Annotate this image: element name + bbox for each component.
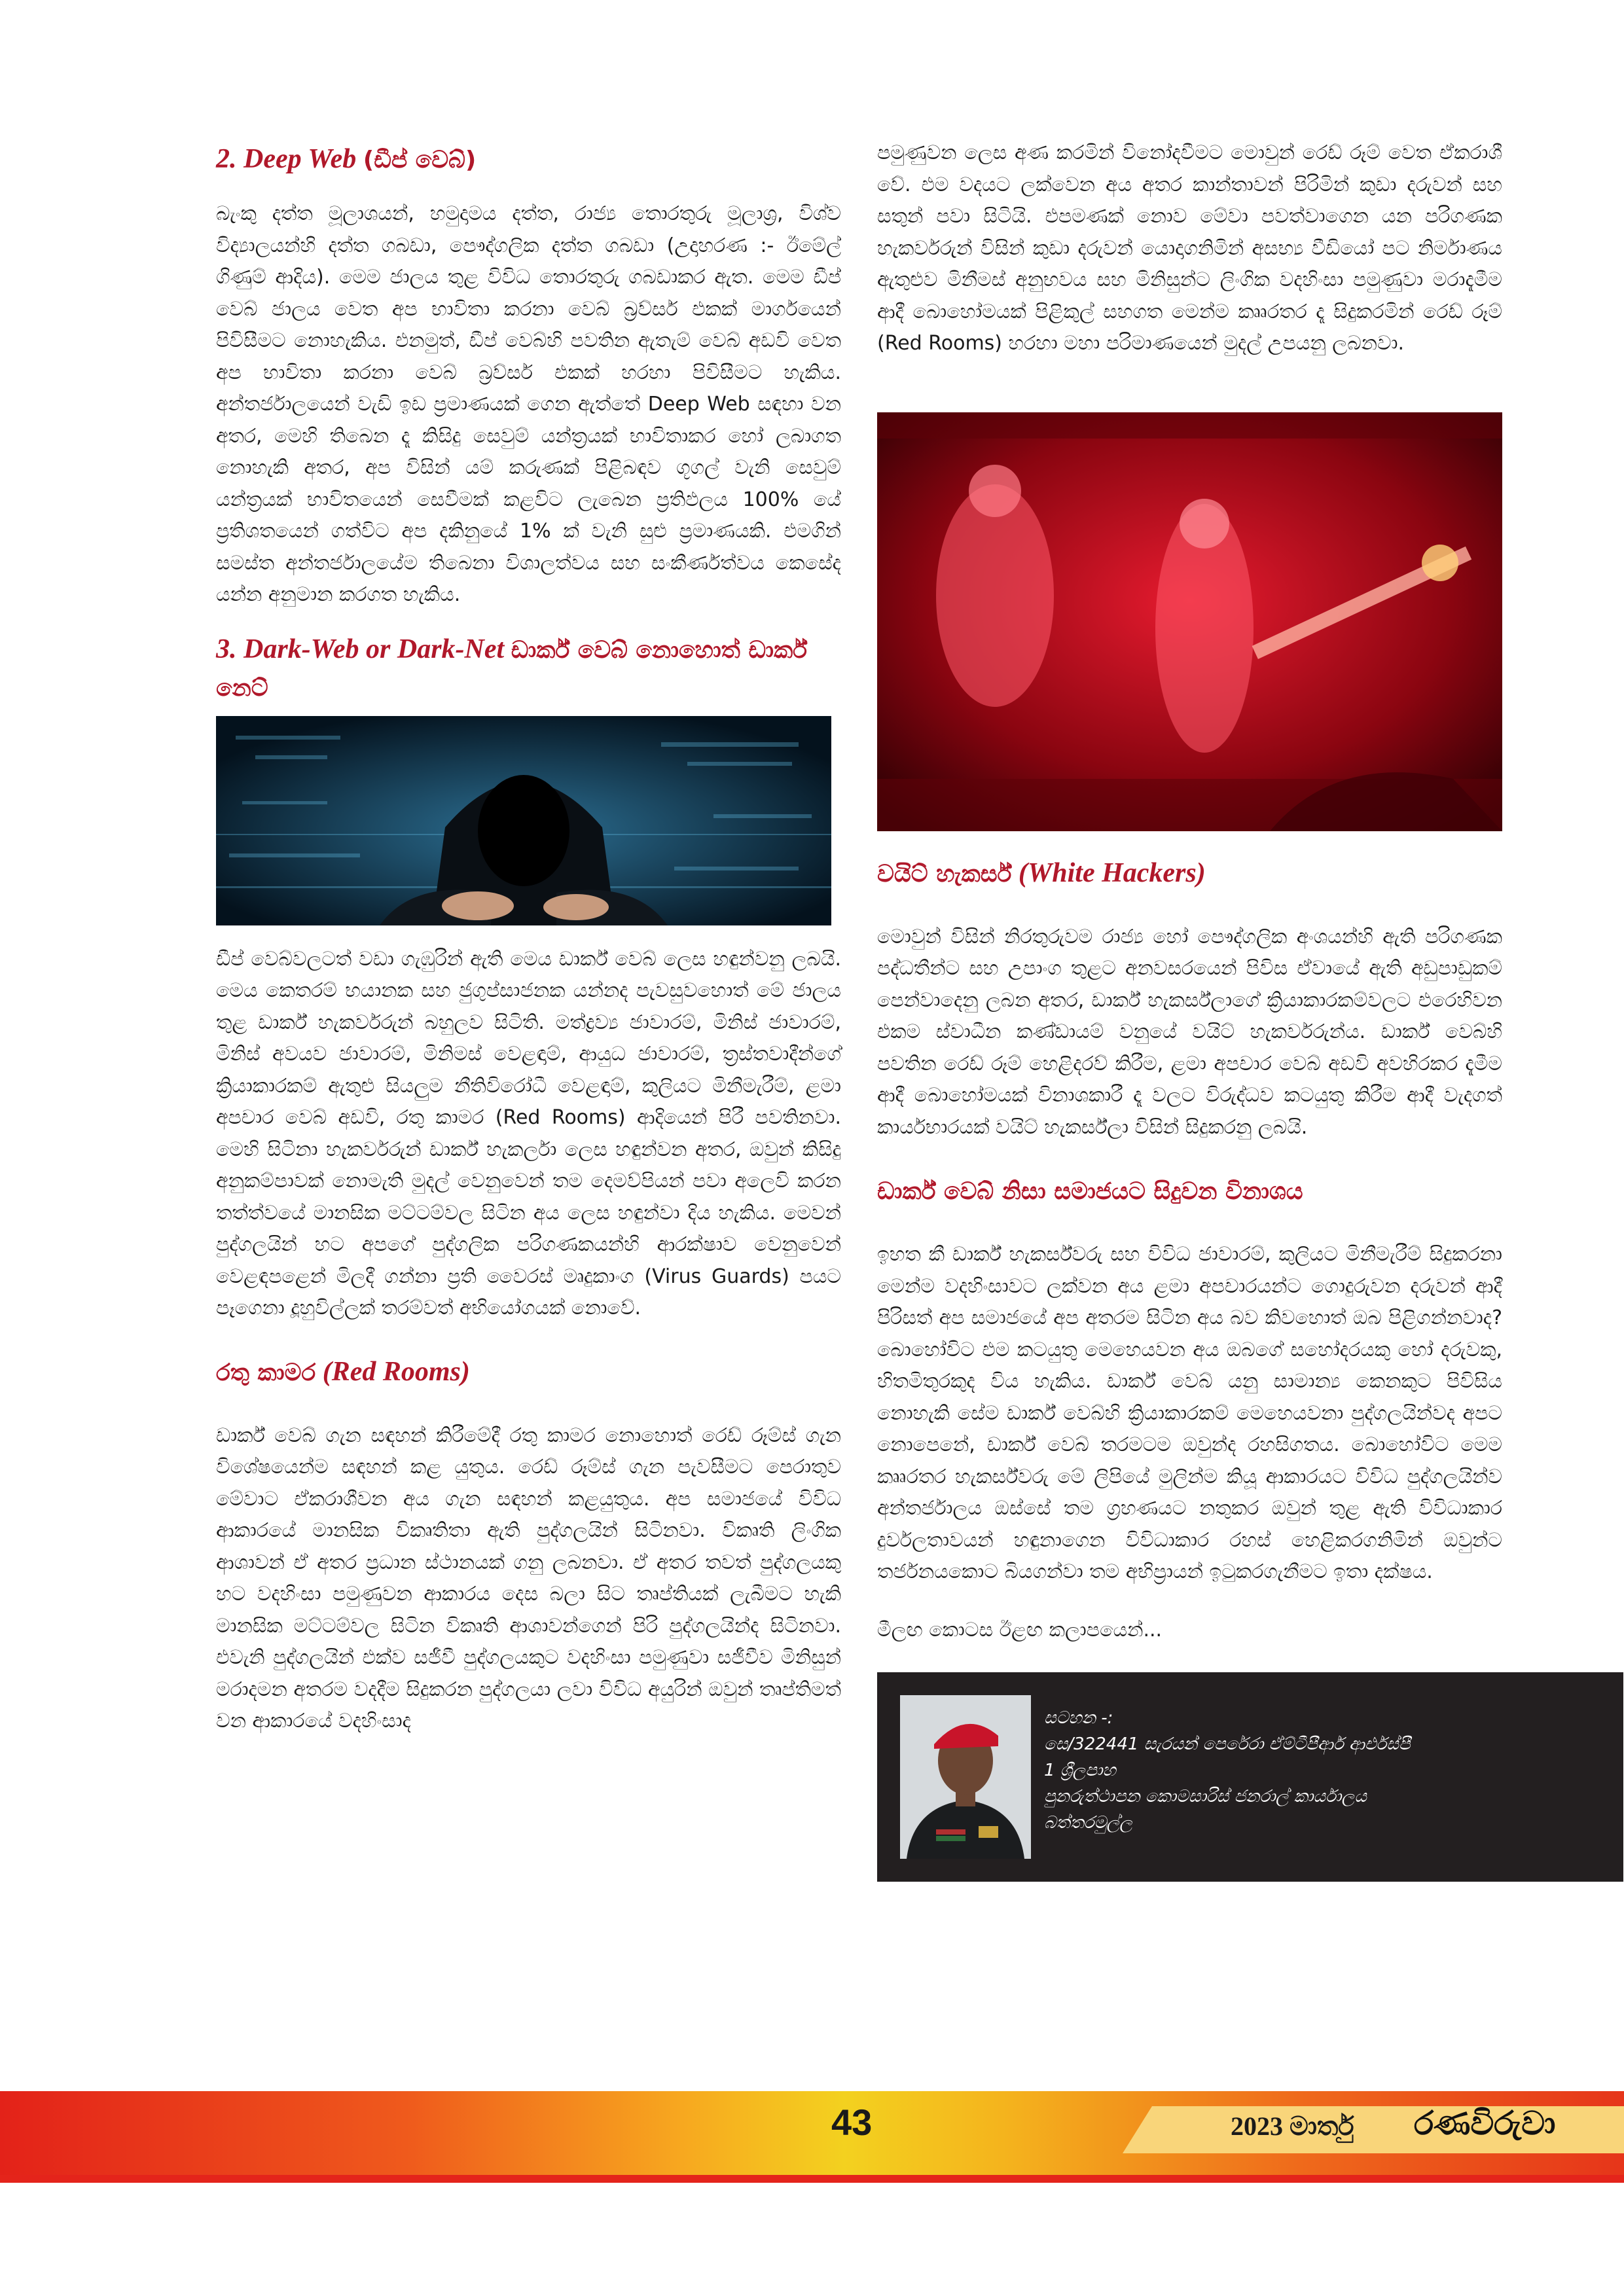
red-rooms-heading-en: (Red Rooms) <box>322 1356 470 1387</box>
destruction-heading <box>877 1172 1502 1210</box>
hooded-hacker-image <box>216 716 831 925</box>
author-line4: බත්තරමුල්ල <box>1044 1813 1132 1833</box>
red-room-illustration <box>877 412 1502 831</box>
red-rooms-continued-body: පමුණුවන ලෙස අණ කරමින් විනෝදවීමට මොවුන් රෙඩ් රූම් වෙත ඒකරාශී වේ. එම වදයට ලක්වෙන අය අතර කාන්තාවන් පිරිමින් කුඩා දරුවන් සහ සතුන් පවා සිටියි. එපමණක් නොව මේවා පවත්වාගෙන යන පරිගණක හැකර්වරුන් විසින් කුඩා දරුවන් යොදාගනිමින් අසභ්‍ය වීඩියෝ පට නිර්මාණය ඇතුළුව මිනීමස් අනුභවය සහ මිනිසුන්ට ලිංගික වදහිංසා පමුණුවා මරාදැමීම ආදී බොහෝමයක් පිළිකුල් සහගත මෙන්ම කෲරතර දෑ සිදුකරමින් රෙඩ් රූම් (Red Rooms) හරහා මහා පරිමාණයෙන් මුදල් උපයනු ලබනවා. <box>877 141 1502 355</box>
author-line1: සෙ/322441 සැරයන් පෙරේරා ඒම්ටීපීආර් ආර්එස්පී <box>1044 1734 1411 1754</box>
author-photo <box>900 1695 1031 1859</box>
author-line2: 1 ශ්‍රීලපාහ <box>1044 1761 1116 1780</box>
red-rooms-heading <box>216 1354 841 1391</box>
continued-note: මීලඟ කොටස ඊළඟ කලාපයෙන්... <box>877 1618 1163 1641</box>
red-rooms-heading-si: රතු කාමර <box>216 1359 316 1386</box>
red-rooms-body: ඩාර්ක් වෙබ් ගැන සඳහන් කිරීමේදී රතු කාමර නොහොත් රෙඩ් රූම්ස් ගැන විශේෂයෙන්ම සඳහන් කළ යුතුය. රෙඩ් රූම්ස් ගැන පැවසීමට පෙරාතුව මේවාට ඒකරාශීවන අය ගැන සඳහන් කළයුතුය. අප සමාජයේ විවිධ ආකාරයේ මානසික විකෘතිතා ඇති පුද්ගලයින් සිටිනවා. විකෘති ලිංගික ආශාවන් ඒ අතර ප්‍රධාන ස්ථානයක් ගනු ලබනවා. ඒ අතර තවත් පුද්ගලයකු හට වදහිංසා පමුණුවන ආකාරය දෙස බලා සිට තෘප්තියක් ලැබීමට හැකි මානසික මට්ටම්වල සිටින විකෘති ආශාවන්ගෙන් පිරි පුද්ගලයින්ද සිටිනවා. එවැනි පුද්ගලයින් එක්ව සජීවී පුද්ගලයකුට වදහිංසා පමුණුවා සජීවීව මිනිසුන් මරාදමන අතරම වදදීම සිදුකරන පුද්ගලයා ලවා විවිධ අයුරින් ඔවුන් තෘප්තිමත් වන ආකාරයේ වදහිංසාද <box>216 1424 841 1732</box>
deep-web-heading-en: 2. Deep Web <box>216 144 357 174</box>
white-hackers-heading-en: (White Hackers) <box>1018 857 1206 888</box>
deep-web-heading <box>216 141 841 179</box>
author-box <box>877 1672 1623 1882</box>
deep-web-body: බැංකු දත්ත මූලාශයන්, හමුදාමය දත්ත, රාජ්‍ය තොරතුරු මූලාශ්‍ර, විශ්ව විද්‍යාලයන්හි දත්ත ගබඩා, පෞද්ගලික දත්ත ගබඩා (උදාහරණ :- ඊමේල් ගිණුම් ආදිය). මෙම ජාලය තුළ විවිධ තොරතුරු ගබඩාකර ඇත. මෙම ඩීප් වෙබ් ජාලය වෙත අප භාවිතා කරනා වෙබ් බ්‍රව්සර් එකක් මාර්ගයෙන් පිවිසීමට නොහැකිය. එනමුත්, ඩීප් වෙබ්හි පවතින ඇතැම් වෙබ් අඩවි වෙත අප භාවිතා කරනා වෙබ් බ්‍රව්සර් එකක් හරහා පිවිසීමට හැකිය. අන්තර්ජාලයෙන් වැඩි ඉඩ ප්‍රමාණයක් ගෙන ඇත්තේ Deep Web සඳහා වන අතර, මෙහි තිබෙන දෑ කිසිදු සෙවුම් යන්ත්‍රයක් භාවිතාකර හෝ ලබාගත නොහැකි අතර, අප විසින් යම් කරුණක් පිළිබඳව ගූගල් වැනි සෙවුම් යන්ත්‍රයක් භාවිතයෙන් සෙවීමක් කළවිට ලැබෙන ප්‍රතිඵලය 100% යේ ප්‍රතිශතයෙන් ගත්විට අප දකිනුයේ 1% ක් වැනි සුළු ප්‍රමාණයකි. එමගින් සමස්ත අන්තර්ජාලයේම තිබෙනා විශාලත්වය සහ සංකීර්ණත්වය කෙසේද යන්න අනුමාන කරගත හැකිය. <box>216 202 841 606</box>
deep-web-heading-si: (ඩීප් වෙබ්) <box>363 147 477 173</box>
page-number: 43 <box>831 2102 873 2143</box>
author-label: සටහන -: <box>1044 1708 1113 1728</box>
hacker-illustration <box>216 716 831 925</box>
dark-web-heading-en: 3. Dark-Web or Dark-Net <box>216 634 505 664</box>
red-room-image <box>877 412 1502 831</box>
masthead: රණවිරුවා <box>1414 2104 1556 2142</box>
left-column <box>216 141 841 1738</box>
dark-web-body: ඩීප් වෙබ්වලටත් වඩා ගැඹුරින් ඇති මෙය ඩාර්ක් වෙබ් ලෙස හඳුන්වනු ලබයි. මෙය කෙතරම් භයානක සහ ජුගුප්සාජනක යන්නද පැවසුවහොත් මේ ජාලය තුළ ඩාර්ක් හැකර්වරුන් බහුලව සිටිති. මත්ද්‍රව්‍ය ජාවාරම්, මිනිස් ජාවාරම්, මිනිස් අවයව ජාවාරම්, මිනිමස් වෙළඳාම්, ආයුධ ජාවාරම්, ත්‍රස්තවාදීන්ගේ ක්‍රියාකාරකම් ඇතුළු සියලුම නීතිවිරෝධී වෙළඳාම්, කුලියට මිනීමැරීම්, ළමා අපචාර වෙබ් අඩවි, රතු කාමර (Red Rooms) ආදියෙන් පිරී පවතිනවා. මෙහි සිටිනා හැකර්වරුන් ඩාර්ක් හැකර්ලා ලෙස හඳුන්වන අතර, ඔවුන් කිසිදු අනුකම්පාවක් නොමැති මුදල් වෙනුවෙන් තම දෙමව්පියන් පවා අලෙවි කරන තත්ත්වයේ මානසික මට්ටම්වල සිටින අය ලෙස හඳුන්වා දිය හැකිය. මෙවන් පුද්ගලයින් හට අපගේ පුද්ගලික පරිගණකයන්හි ආරක්ෂාව වෙනුවෙන් වෙළඳපළෙන් මිලදී ගන්නා ප්‍රති වෛරස් මෘදුකාංග (Virus Guards) පයට පෑගෙනා දූහුවිල්ලක් තරම්වත් අභියෝගයක් නොවේ. <box>216 947 841 1319</box>
author-text <box>1044 1705 1411 1836</box>
destruction-heading-si: ඩාර්ක් වෙබ් නිසා සමාජයට සිදුවන විනාශය <box>877 1178 1303 1205</box>
white-hackers-heading <box>877 855 1502 893</box>
destruction-body: ඉහත කී ඩාර්ක් හැකර්ස්වරු සහ විවිධ ජාවාරම්, කුලියට මිනීමැරීම් සිදුකරනා මෙන්ම වදහිංසාවට ලක්වන අය ළමා අපචාරයන්ට ගොදුරුවන දරුවන් ආදී පිරිසත් අප සමාජයේ අප අතරම සිටින අය බව කිවහොත් ඔබ පිළිගන්නවාද? බොහෝවිට එම කටයුතු මෙහෙයවන අය ඔබගේ සහෝදරයකු හෝ දරුවකු, හිතමිතුරකුද විය හැකිය. ඩාර්ක් වෙබ් යනු සාමාන්‍ය කෙනකුට පිවිසිය නොහැකි සේම ඩාර්ක් වෙබ්හි ක්‍රියාකාරකම් මෙහෙයවනා පුද්ගලයින්වද අපට නොපෙනේ, ඩාර්ක් වෙබ් තරමටම ඔවුන්ද රහසිගතය. බොහෝවිට මෙම කෲරතර හැකර්ස්වරු මේ ලිපියේ මුලින්ම කියූ ආකාරයට විවිධ පුද්ගලයින්ව අන්තර්ජාලය ඔස්සේ තම ග්‍රහණයට නතුකර ඔවුන් තුළ ඇති විවිධාකාර දුර්වලතාවයන් හඳුනාගෙන විවිධාකාර රහස් හෙළිකරගනිමින් ඔවුන්ට තර්ජනයකොට බියගන්වා තම අභිප්‍රායන් ඉටුකරගැනීමට ඉතා දක්ෂය. <box>877 1243 1502 1583</box>
dark-web-heading <box>216 631 841 707</box>
soldier-portrait <box>900 1695 1031 1859</box>
right-column <box>877 137 1502 1882</box>
author-line3: පුනරුත්ථාපන කොමසාරිස් ජනරාල් කාර්යාලය <box>1044 1787 1367 1806</box>
issue-date: 2023 මාර්තු <box>1231 2111 1354 2141</box>
white-hackers-body: මොවුන් විසින් නිරතුරුවම රාජ්‍ය හෝ පෞද්ගලික අංශයන්හි ඇති පරිගණක පද්ධතීන්ට සහ උපාංග තුළට අනවසරයෙන් පිවිස ඒවායේ ඇති අඩුපාඩුකම් පෙන්වාදෙනු ලබන අතර, ඩාර්ක් හැකර්ස්ලාගේ ක්‍රියාකාරකම්වලට එරෙහිවන එකම ස්වාධීන කණ්ඩායම් වනුයේ වයිට් හැකර්වරුන්ය. ඩාර්ක් වෙබ්හි පවතින රෙඩ් රූම් හෙළිදරව් කිරීම, ළමා අපචාර වෙබ් අඩවි අවහිරකර දැමීම ආදී බොහෝමයක් විනාශකාරී දෑ වලට විරුද්ධව කටයුතු කිරීම ආදී වැදගත් කාර්යභාරයක් වයිට් හැකර්ස්ලා විසින් සිදුකරනු ලබයි. <box>877 925 1502 1139</box>
white-hackers-heading-si: වයිට් හැකර්ස් <box>877 860 1012 888</box>
footer-bottom-line <box>0 2175 1624 2183</box>
dark-web-heading-si: ඩාර්ක් වෙබ් නොහොත් ඩාර්ක් නෙට් <box>216 636 807 702</box>
